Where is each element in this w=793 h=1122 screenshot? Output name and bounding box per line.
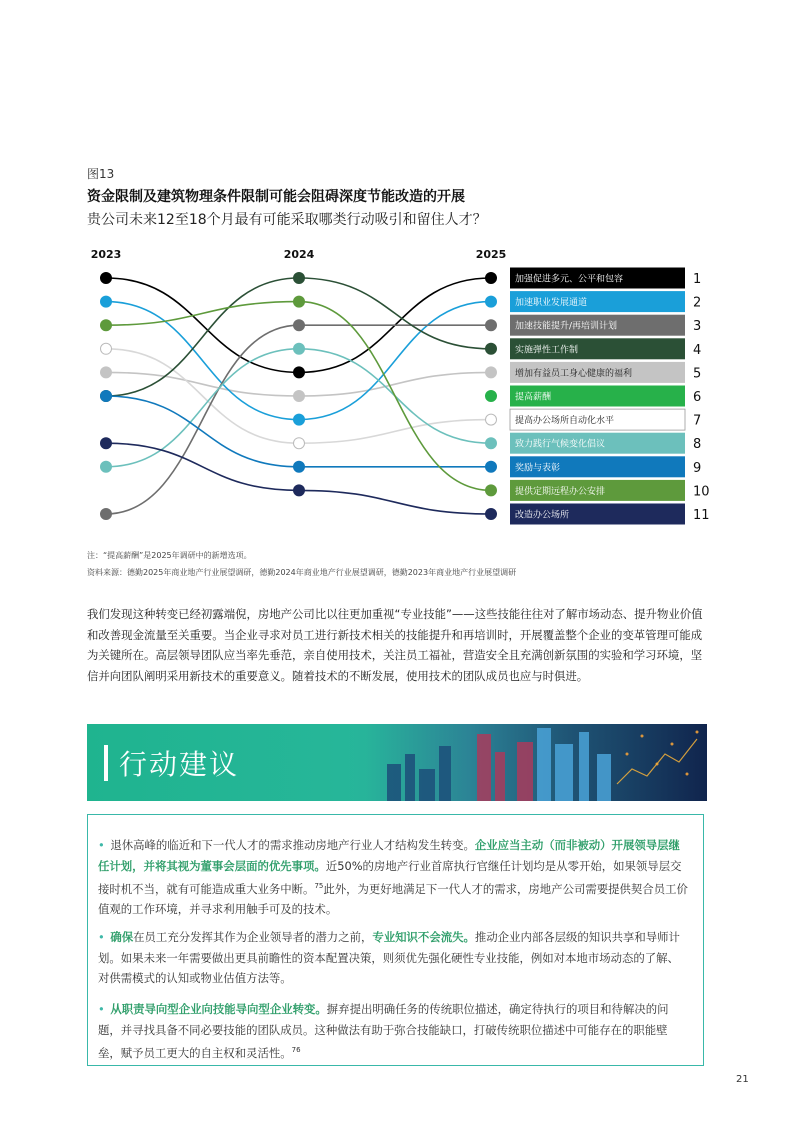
rank-number: 6 xyxy=(693,390,702,405)
figure-title: 资金限制及建筑物理条件限制可能会阻碍深度节能改造的开展 xyxy=(87,189,465,205)
series-label-text: 致力践行气候变化倡议 xyxy=(515,439,606,450)
rank-number: 2 xyxy=(693,295,702,311)
bump-chart xyxy=(0,240,793,535)
rank-number: 4 xyxy=(693,342,702,358)
recommendation-item xyxy=(98,999,690,1063)
series-point xyxy=(101,367,112,378)
series-label-text: 奖励与表彰 xyxy=(515,463,561,474)
rank-number: 10 xyxy=(693,484,710,500)
rank-number: 3 xyxy=(693,319,702,335)
rank-number: 5 xyxy=(693,366,702,382)
series-point xyxy=(101,438,112,449)
series-label xyxy=(510,386,701,407)
footnote-ref: 76 xyxy=(291,1046,301,1054)
figure-label: 图13 xyxy=(87,167,115,181)
series-point xyxy=(486,391,497,402)
series-line xyxy=(299,372,491,396)
rank-number: 7 xyxy=(693,413,702,429)
series-point xyxy=(294,320,305,331)
rec-text: 此外，为更好地满足下一代人才的需求，房地产公司需要提供契合员工价值观的工作环境，并寻求利用触手可及的技术。 xyxy=(98,881,688,917)
series-point xyxy=(294,273,305,284)
series-point xyxy=(486,509,497,520)
series-point xyxy=(294,343,305,354)
series-point xyxy=(294,461,305,472)
banner-accent-bar xyxy=(104,745,108,781)
series-line xyxy=(106,278,299,372)
series-point xyxy=(486,296,497,307)
rec-text: 退休高峰的临近和下一代人才的需求推动房地产行业人才结构发生转变。 xyxy=(110,838,475,852)
series-point xyxy=(486,367,497,378)
series-point xyxy=(101,296,112,307)
series-point xyxy=(101,320,112,331)
series-label-text: 加速技能提升/再培训计划 xyxy=(515,321,618,332)
series-line xyxy=(106,443,299,490)
bullet: • xyxy=(98,838,105,852)
series-line xyxy=(106,349,299,467)
series-label-text: 加强促进多元、公平和包容 xyxy=(515,274,624,285)
series-label xyxy=(510,291,701,312)
rec-highlight: 从职责导向型企业向技能导向型企业转变。 xyxy=(110,1002,327,1016)
series-point xyxy=(486,461,497,472)
series-label-text: 加速职业发展通道 xyxy=(515,298,588,309)
series-point xyxy=(101,343,112,354)
city-skyline-graphic xyxy=(347,724,707,801)
series-point xyxy=(294,367,305,378)
series-line xyxy=(299,302,491,491)
bullet: • xyxy=(98,1002,105,1016)
series-point xyxy=(294,296,305,307)
figure-notes xyxy=(87,547,516,581)
rank-number: 1 xyxy=(693,272,702,287)
series-point xyxy=(486,320,497,331)
figure-subtitle: 贵公司未来12至18个月最有可能采取哪类行动吸引和留住人才？ xyxy=(87,212,487,228)
rec-highlight: 确保 xyxy=(110,930,134,944)
recommendation-item xyxy=(98,835,690,920)
bullet: • xyxy=(98,930,105,944)
year-label: 2023 xyxy=(90,248,122,261)
series-line xyxy=(106,278,299,396)
series-label-text: 增加有益员工身心健康的福利 xyxy=(515,368,633,379)
rec-text: 推动企业内部各层级的知识共享和导师计划。如果未来一年需要做出更具前瞻性的资本配置决策，则须优先强化硬性专业技能，例如对本地市场动态的了解、对供需模式的认知或物业估值方法等。 xyxy=(98,930,680,985)
series-point xyxy=(486,485,497,496)
rank-number: 9 xyxy=(693,460,702,476)
series-point xyxy=(486,273,497,284)
series-label xyxy=(510,504,710,525)
series-label-text: 提高薪酬 xyxy=(515,392,552,403)
recommendation-item xyxy=(98,927,690,989)
series-label-text: 改造办公场所 xyxy=(515,510,570,521)
series-line xyxy=(106,349,299,443)
page-number: 21 xyxy=(736,1074,749,1085)
series-label xyxy=(510,480,710,501)
series-line xyxy=(106,302,299,420)
series-point xyxy=(486,343,497,354)
series-label-text: 提高办公场所自动化水平 xyxy=(515,416,615,427)
series-line xyxy=(299,278,491,349)
footnote-ref: 75 xyxy=(314,882,324,890)
series-line xyxy=(299,490,491,514)
rank-number: 11 xyxy=(693,508,710,523)
rec-text: 摒弃提出明确任务的传统职位描述，确定待执行的项目和待解决的问题，并寻找具备不同必要技能的团队成员。这种做法有助于弥合技能缺口，打破传统职位描述中可能存在的职能壁垒，赋予员工更大的自主权和灵活性。 xyxy=(98,1002,669,1060)
series-point xyxy=(101,509,112,520)
series-point xyxy=(294,414,305,425)
rec-text: 近50%的房地产行业首席执行官继任计划均是从零开始，如果领导层交接时机不当，就有可能造成重大业务中断。 xyxy=(98,858,682,896)
series-label xyxy=(510,409,701,430)
series-point xyxy=(486,414,497,425)
body-paragraph: 我们发现这种转变已经初露端倪，房地产公司比以往更加重视“专业技能”——这些技能往往对了解市场动态、提升物业价值和改善现金流量至关重要。当企业寻求对员工进行新技术相关的技能提升和再培训时，开展覆盖整个企业的变革管理可能成为关键所在。高层领导团队应当率先垂范，亲自使用技术，关注员工福祉，营造安全且充满创新氛围的实验和学习环境，坚信并向团队阐明采用新技术的重要意义。随着技术的不断发展，使用技术的团队成员也应与时俱进。 xyxy=(87,607,703,683)
series-point xyxy=(101,461,112,472)
series-point xyxy=(101,273,112,284)
series-label xyxy=(510,456,701,477)
series-label xyxy=(510,362,701,383)
series-label-text: 实施弹性工作制 xyxy=(515,345,579,356)
series-label xyxy=(510,338,701,359)
banner-title: 行动建议 xyxy=(119,748,240,781)
series-point xyxy=(294,391,305,402)
recommendations-box xyxy=(87,814,704,1066)
series-line xyxy=(299,302,491,420)
year-label: 2024 xyxy=(283,248,315,261)
series-point xyxy=(101,391,112,402)
figure-note: 注：“提高薪酬”是2025年调研中的新增选项。 xyxy=(87,551,252,560)
series-point xyxy=(486,438,497,449)
series-label xyxy=(510,268,701,289)
series-point xyxy=(294,438,305,449)
figure-source: 资料来源：德勤2025年商业地产行业展望调研，德勤2024年商业地产行业展望调研，德勤2023年商业地产行业展望调研 xyxy=(87,568,517,577)
year-label: 2025 xyxy=(475,248,507,261)
rec-highlight: 企业应当主动（而非被动）开展领导层继任计划，并将其视为董事会层面的优先事项。 xyxy=(98,838,680,873)
series-label xyxy=(510,315,701,336)
series-label-text: 提供定期远程办公安排 xyxy=(515,486,606,497)
action-banner xyxy=(87,724,707,801)
series-label xyxy=(510,433,701,454)
rank-number: 8 xyxy=(693,437,702,453)
rec-highlight: 专业知识不会流失。 xyxy=(372,930,475,944)
series-point xyxy=(294,485,305,496)
rec-text: 在员工充分发挥其作为企业领导者的潜力之前， xyxy=(133,930,373,944)
